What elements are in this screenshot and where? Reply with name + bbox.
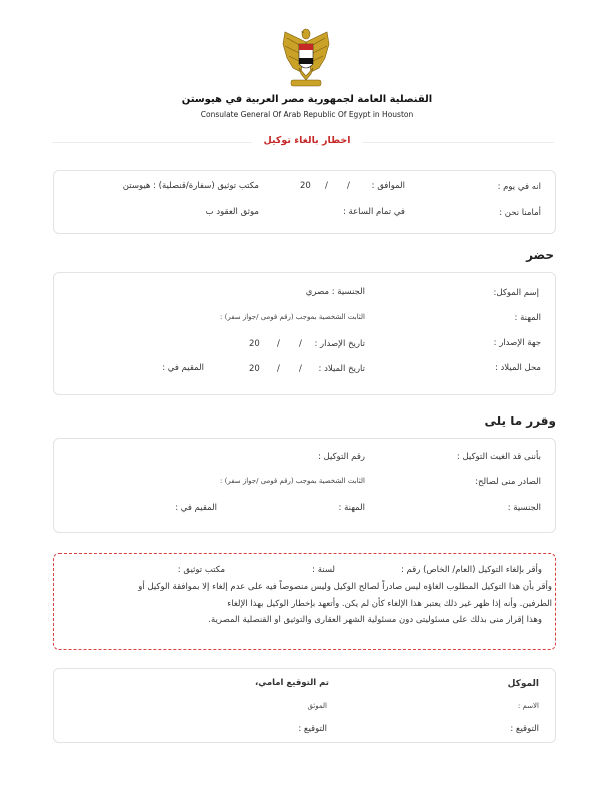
issue-date-sep-1: / — [299, 339, 302, 349]
date-sep-2: / — [325, 181, 328, 191]
birth-date-sep-2: / — [277, 364, 280, 374]
agent-nationality-label: الجنسية : — [507, 503, 541, 513]
notary-title: الموثق — [307, 702, 327, 710]
signed-before-me: تم التوقيع امامي، — [255, 678, 329, 688]
declaration-line4: وهذا إقرار منى بذلك على مسئوليتى دون مسئولية الشهر العقارى والتوثيق او القنصلية المصرية. — [208, 615, 542, 625]
profession-label: المهنة : — [514, 313, 541, 323]
issuer-label: جهة الإصدار : — [493, 338, 541, 348]
declaration-line2: وأقر بأن هذا التوكيل المطلوب الغاؤه ليس صادراً لصالح الوكيل وليس منصوصاً فيه على عدم إلغاء إلا بموافقة الوكيل أو — [138, 582, 552, 592]
birth-place-label: محل الميلاد : — [494, 363, 541, 373]
decided-heading: وقرر ما يلى — [484, 414, 556, 428]
declaration-line1-b: لسنة : — [312, 565, 335, 575]
agent-profession-label: المهنة : — [338, 503, 365, 513]
eagle-emblem — [281, 24, 331, 88]
birth-date-label: تاريخ الميلاد : — [318, 364, 365, 374]
nationality-label: الجنسية : مصري — [305, 287, 365, 297]
signature-label: التوقيع : — [510, 724, 539, 734]
residing-label: المقيم في : — [162, 363, 204, 373]
at-hour-label: في تمام الساعة : — [342, 207, 405, 217]
issue-date-year: 20 — [249, 339, 260, 349]
birth-date-year: 20 — [249, 364, 260, 374]
section-principal-info — [53, 272, 556, 395]
declaration-line1-a: وأقر بإلغاء التوكيل (العام/ الخاص) رقم : — [400, 565, 542, 575]
title-line-right — [362, 142, 554, 143]
issue-date-label: تاريخ الإصدار : — [314, 339, 365, 349]
date-sep-1: / — [347, 181, 350, 191]
principal-heading: الموكل — [507, 679, 539, 689]
year-prefix: 20 — [300, 181, 311, 191]
header-title-ar: القنصلية العامة لجمهورية مصر العربية في هيوستن — [181, 94, 433, 105]
title-line-left — [52, 142, 252, 143]
declaration-line1-c: مكتب توثيق : — [177, 565, 225, 575]
id-label: الثابت الشخصية بموجب (رقم قومى /جواز سفر) : — [220, 313, 365, 321]
agent-residing-label: المقيم في : — [175, 503, 217, 513]
attended-heading: حضر — [526, 248, 554, 262]
notary-signature-label: التوقيع : — [298, 724, 327, 734]
principal-name-label: إسم الموكل: — [493, 288, 539, 298]
power-number-label: رقم التوكيل : — [317, 452, 365, 462]
document-title: اخطار بالغاء توكيل — [263, 135, 351, 146]
notary-label: موثق العقود ب — [205, 207, 259, 217]
birth-date-sep-1: / — [299, 364, 302, 374]
corresponding-label: الموافق : — [371, 181, 405, 191]
agent-label: بأننى قد الغيت التوكيل : — [456, 452, 541, 462]
agent-id-label: الثابت الشخصية بموجب (رقم قومى /جواز سفر) : — [220, 477, 365, 485]
before-us-label: أمامنا نحن : — [499, 208, 541, 218]
signature-name-label: الاسم : — [517, 702, 539, 710]
issue-date-sep-2: / — [277, 339, 280, 349]
issued-for-label: الصادر منى لصالح: — [475, 477, 541, 487]
office-label: مكتب توثيق (سفارة/قنصلية) : هيوستن — [122, 181, 259, 191]
declaration-line3: الطرفين. وأنه إذا ظهر غير ذلك يعتبر هذا الإلغاء كأن لم يكن. وأتعهد بإخطار الوكيل بهذا الإلغاء — [227, 599, 552, 609]
day-label: انه في يوم : — [497, 182, 541, 192]
section-session-info — [53, 170, 556, 234]
header-title-en: Consulate General Of Arab Republic Of Egypt in Houston — [200, 110, 414, 119]
